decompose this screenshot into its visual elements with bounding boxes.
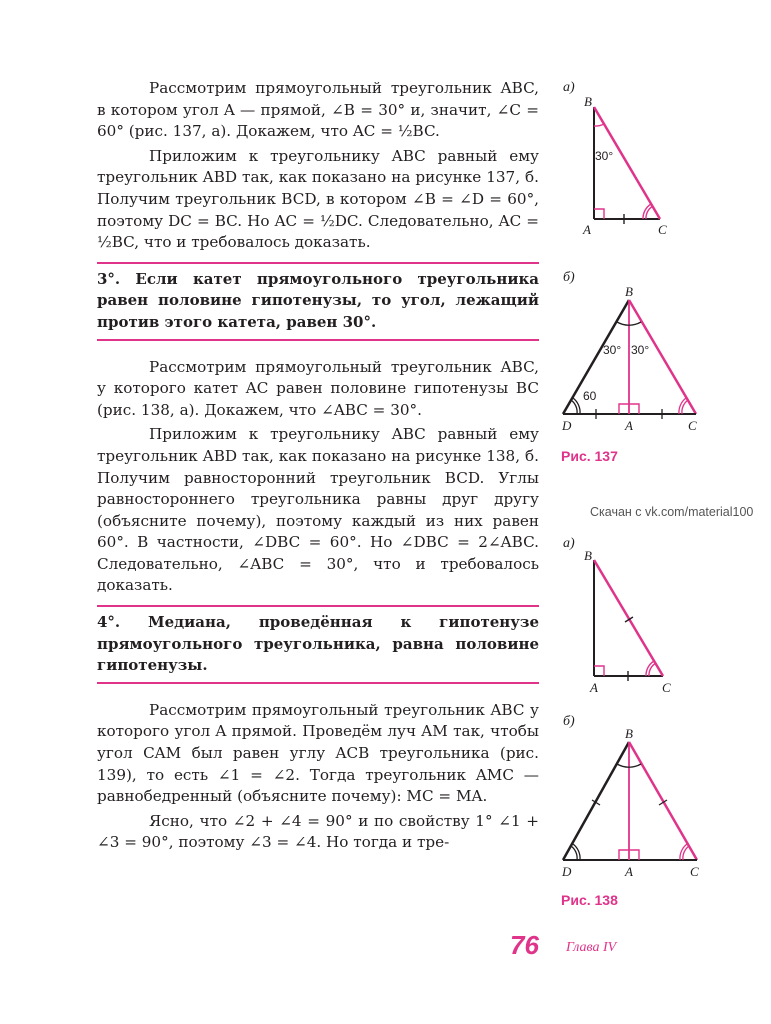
- theorem-3-text: 3°. Если катет прямоугольного треугольника равен половине гипотенузы, то угол, лежащий против этого катета, равен 30°.: [97, 269, 539, 331]
- fig138a-triangle: [584, 548, 671, 695]
- fig138a-vertex-b: B: [584, 548, 592, 563]
- fig137a-vertex-a: A: [583, 222, 591, 237]
- fig138b-triangle: [561, 726, 699, 879]
- fig137b-vertex-c: C: [688, 418, 697, 433]
- fig137b-vertex-b: B: [625, 284, 633, 299]
- fig137b-vertex-d: D: [562, 418, 572, 433]
- fig138b-vertex-d: D: [562, 864, 572, 879]
- fig137b-angle-30-right: 30°: [631, 343, 650, 357]
- paragraph-proof-138b: Приложим к треугольнику ABC равный ему треугольник ABD так, как показано на рисунке 138, б. Получим равносторонний треугольник BCD. Углы равностороннего треугольника равны друг другу (объясните почему), поэтому каждый из них равен 60°. В частности, ∠DBC = 60°. Но ∠DBC = 2∠ABC. Следовательно, ∠ABC = 30°, что и требовалось доказать.: [97, 425, 539, 595]
- fig137b-label: б): [563, 270, 575, 285]
- fig137a-label: а): [563, 80, 575, 95]
- fig137a-triangle: [582, 94, 667, 237]
- download-watermark: Скачан с vk.com/material100: [590, 505, 754, 519]
- paragraph-proof-137b: Приложим к треугольнику ABC равный ему треугольник ABD так, как показано на рисунке 137, б. Получим треугольник BCD, в котором ∠B = ∠D = 60°, поэтому DC = BC. Но AC = ½DC. Следовательно, AC = ½BC, что и требовалось доказать.: [97, 146, 539, 252]
- fig137b-angle-30-left: 30°: [603, 343, 622, 357]
- fig137b-triangle: [561, 284, 697, 433]
- paragraph-proof-138a: Рассмотрим прямоугольный треугольник ABC, у которого катет AC равен половине гипотенузы BC (рис. 138, а). Докажем, что ∠ABC = 30°.: [97, 357, 539, 419]
- fig138b-label: б): [563, 714, 575, 729]
- fig137b-angle-60: 60: [583, 389, 597, 403]
- fig138-caption: Рис. 138: [561, 892, 618, 908]
- fig138b-vertex-b: B: [625, 726, 633, 741]
- fig138a-vertex-c: C: [662, 680, 671, 695]
- paragraph-proof-137a: Рассмотрим прямоугольный треугольник ABC, в котором угол A — прямой, ∠B = 30° и, значит, ∠C = 60° (рис. 137, а). Докажем, что AC = ½BC.: [97, 79, 539, 141]
- fig138a-vertex-a: A: [590, 680, 598, 695]
- paragraph-proof-139b: Ясно, что ∠2 + ∠4 = 90° и по свойству 1° ∠1 + ∠3 = 90°, поэтому ∠3 = ∠4. Но тогда и тре-: [97, 811, 539, 852]
- fig137a-angle-30: 30°: [595, 149, 614, 163]
- fig138a-label: а): [563, 536, 575, 551]
- fig137a-vertex-c: C: [658, 222, 667, 237]
- fig138b-vertex-c: C: [690, 864, 699, 879]
- chapter-title: Глава IV: [566, 940, 617, 955]
- theorem-4-text: 4°. Медиана, проведённая к гипотенузе прямоугольного треугольника, равна половине гипотенузы.: [97, 613, 539, 675]
- fig137-caption: Рис. 137: [561, 448, 618, 464]
- fig137b-vertex-a: A: [625, 418, 633, 433]
- fig138b-vertex-a: A: [625, 864, 633, 879]
- paragraph-proof-139a: Рассмотрим прямоугольный треугольник ABC у которого угол A прямой. Проведём луч AM так, чтобы угол CAM был равен углу ACB треугольника (рис. 139), то есть ∠1 = ∠2. Тогда треугольник AMC — равнобедренный (объясните почему): MC = MA.: [97, 700, 539, 806]
- fig137a-vertex-b: B: [584, 94, 592, 109]
- page-number: 76: [510, 930, 539, 960]
